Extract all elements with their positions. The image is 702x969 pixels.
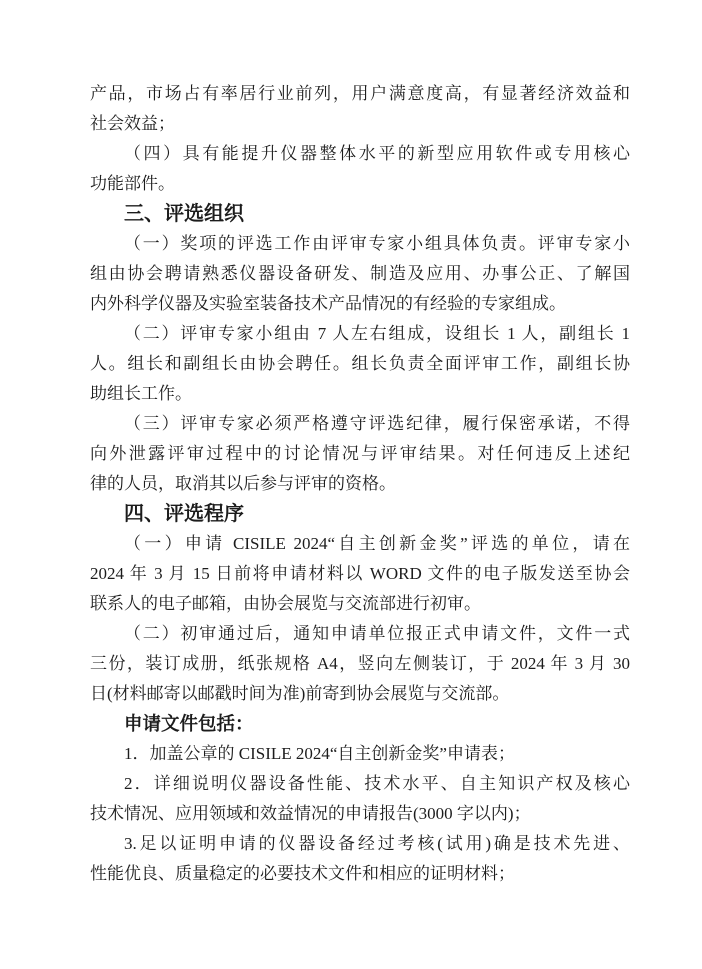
proc-item-2-line: 三份，装订成册，纸张规格 A4，竖向左侧装订，于 2024 年 3 月 30 <box>90 654 630 673</box>
org-item-3-line: 律的人员，取消其以后参与评审的资格。 <box>90 474 396 493</box>
proc-item-1-line: （一）申请 CISILE 2024“自主创新金奖”评选的单位，请在 <box>124 534 630 553</box>
org-item-3-line: （三）评审专家必须严格遵守评选纪律，履行保密承诺，不得 <box>124 414 630 433</box>
section-heading-selection-organization: 三、评选组织 <box>124 203 244 225</box>
org-item-2-line: 人。组长和副组长由协会聘任。组长负责全面评审工作，副组长协 <box>90 354 630 373</box>
org-item-2-line: （二）评审专家小组由 7 人左右组成，设组长 1 人，副组长 1 <box>124 324 630 343</box>
org-item-3-line: 向外泄露评审过程中的讨论情况与评审结果。对任何违反上述纪 <box>90 444 630 463</box>
item-4-line: （四）具有能提升仪器整体水平的新型应用软件或专用核心 <box>124 144 630 163</box>
item-4-line: 功能部件。 <box>90 174 175 193</box>
file-item-3-line: 性能优良、质量稳定的必要技术文件和相应的证明材料； <box>90 864 515 883</box>
org-item-1-line: （一）奖项的评选工作由评审专家小组具体负责。评审专家小 <box>124 234 630 253</box>
org-item-1-line: 内外科学仪器及实验室装备技术产品情况的有经验的专家组成。 <box>90 294 566 313</box>
proc-item-1-line: 联系人的电子邮箱，由协会展览与交流部进行初审。 <box>90 594 481 613</box>
application-files-label: 申请文件包括： <box>124 713 254 734</box>
org-item-2-line: 助组长工作。 <box>90 384 192 403</box>
file-item-1-line: 1．加盖公章的 CISILE 2024“自主创新金奖”申请表； <box>124 744 515 763</box>
org-item-1-line: 组由协会聘请熟悉仪器设备研发、制造及应用、办事公正、了解国 <box>90 264 630 283</box>
document-lines <box>90 79 630 889</box>
file-item-2-line: 技术情况、应用领域和效益情况的申请报告(3000 字以内)； <box>90 804 531 823</box>
proc-item-2-line: （二）初审通过后，通知申请单位报正式申请文件，文件一式 <box>124 624 630 643</box>
file-item-3-line: 3.足以证明申请的仪器设备经过考核(试用)确是技术先进、 <box>124 834 630 853</box>
section-heading-selection-procedure: 四、评选程序 <box>124 503 244 525</box>
proc-item-1-line: 2024 年 3 月 15 日前将申请材料以 WORD 文件的电子版发送至协会 <box>90 564 630 583</box>
file-item-2-line: 2．详细说明仪器设备性能、技术水平、自主知识产权及核心 <box>124 774 630 793</box>
paragraph-continuation-line: 社会效益； <box>90 114 175 133</box>
proc-item-2-line: 日(材料邮寄以邮戳时间为准)前寄到协会展览与交流部。 <box>90 684 510 703</box>
paragraph-continuation-line: 产品，市场占有率居行业前列，用户满意度高，有显著经济效益和 <box>90 84 630 103</box>
